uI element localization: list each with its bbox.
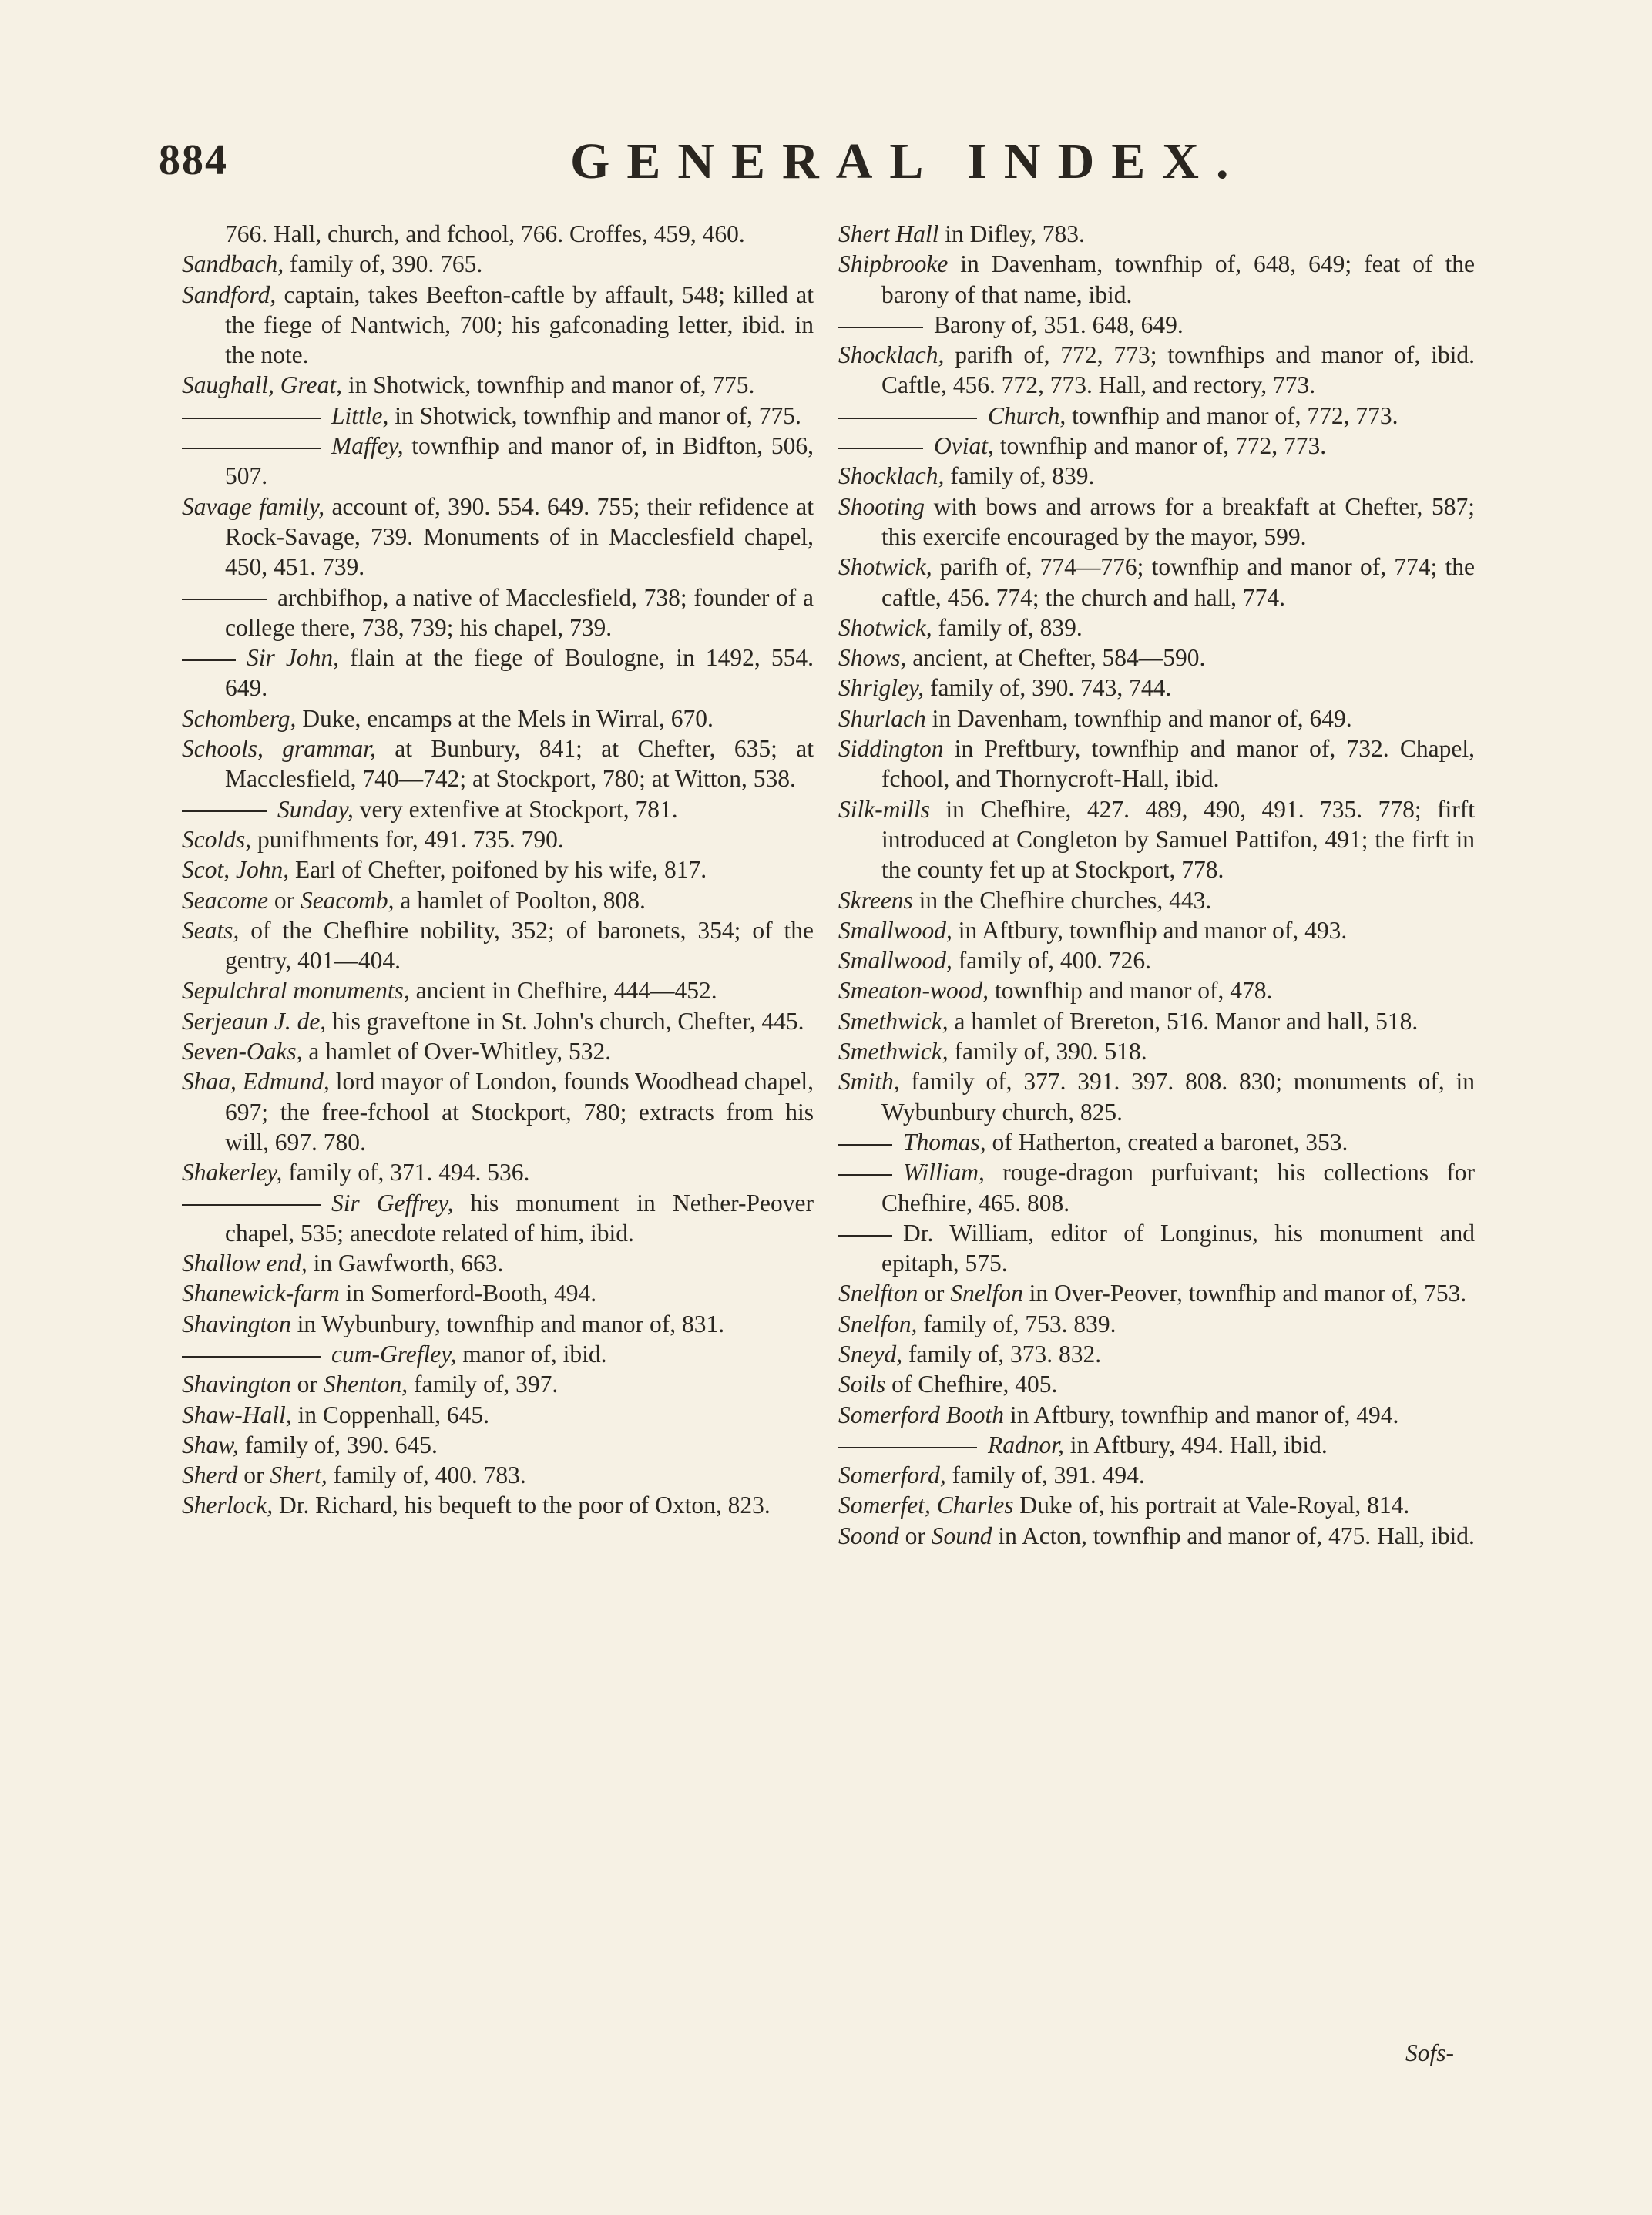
ditto-rule bbox=[838, 1447, 977, 1448]
entry-heading: Shotwick, bbox=[838, 553, 932, 581]
entry-text: in Aftbury, townfhip and manor of, 493. bbox=[952, 916, 1348, 944]
index-entry bbox=[182, 219, 814, 249]
catchword: Sofs- bbox=[1405, 2039, 1454, 2066]
index-entry bbox=[182, 249, 814, 279]
index-entry bbox=[838, 1400, 1475, 1430]
entry-text: rouge-dragon purfuivant; his collections for Chefhire, 465. 808. bbox=[881, 1159, 1475, 1217]
index-entry bbox=[182, 643, 814, 703]
index-entry bbox=[182, 1066, 814, 1157]
entry-heading: Smethwick, bbox=[838, 1007, 949, 1035]
index-entry bbox=[182, 854, 814, 884]
entry-heading: Shocklach, bbox=[838, 462, 945, 490]
entry-heading: cum-Grefley, bbox=[331, 1340, 457, 1368]
entry-text: in Davenham, townfhip and manor of, 649. bbox=[925, 704, 1352, 732]
entry-text: a hamlet of Poolton, 808. bbox=[394, 886, 646, 914]
entry-heading: Smeaton-wood, bbox=[838, 977, 989, 1005]
entry-text: punifhments for, 491. 735. 790. bbox=[251, 825, 564, 853]
entry-text: Earl of Chefter, poifoned by his wife, 817. bbox=[289, 856, 707, 884]
entry-heading: Shrigley, bbox=[838, 674, 925, 702]
index-column-right bbox=[838, 219, 1475, 1551]
ditto-rule bbox=[838, 1174, 892, 1176]
entry-heading: Seacome bbox=[182, 886, 268, 914]
entry-text: in Acton, townfhip and manor of, 475. Hall, ibid. bbox=[992, 1522, 1475, 1549]
entry-text: family of, 839. bbox=[932, 613, 1083, 641]
entry-text: family of, 390. 765. bbox=[284, 250, 483, 278]
index-entry bbox=[182, 1278, 814, 1308]
index-entry bbox=[182, 1369, 814, 1399]
entry-text: in Chefhire, 427. 489, 490, 491. 735. 778; firft introduced at Congleton by Samuel Pattifon, 491; the firft in the county fet up at Stockport, 778. bbox=[881, 795, 1475, 884]
entry-text: lord mayor of London, founds Woodhead chapel, 697; the free-fchool at Stockport, 780; extracts from his will, 697. 780. bbox=[225, 1068, 814, 1156]
ditto-rule bbox=[182, 448, 321, 449]
index-entry bbox=[838, 1339, 1475, 1369]
index-entry bbox=[838, 340, 1475, 401]
index-entry bbox=[838, 1157, 1475, 1218]
entry-text: family of, 400. 783. bbox=[327, 1462, 526, 1489]
entry-heading: Somerfet, Charles bbox=[838, 1492, 1014, 1519]
ditto-rule bbox=[182, 1356, 321, 1358]
index-entry bbox=[838, 915, 1475, 945]
entry-heading: Schools, grammar, bbox=[182, 735, 376, 763]
entry-heading: Shows, bbox=[838, 644, 907, 672]
entry-heading: Shotwick, bbox=[838, 613, 932, 641]
index-entry bbox=[838, 1066, 1475, 1127]
index-entry bbox=[182, 1248, 814, 1278]
entry-text: ancient in Chefhire, 444—452. bbox=[409, 977, 717, 1005]
index-entry bbox=[838, 461, 1475, 491]
index-entry bbox=[182, 1460, 814, 1490]
entry-heading: Soond bbox=[838, 1522, 899, 1549]
entry-text: in Shotwick, townfhip and manor of, 775. bbox=[341, 371, 755, 399]
entry-heading: Smethwick, bbox=[838, 1038, 949, 1066]
entry-heading: Schomberg, bbox=[182, 704, 297, 732]
entry-text: parifh of, 774—776; townfhip and manor of, 774; the caftle, 456. 774; the church and hall, 774. bbox=[881, 553, 1475, 611]
entry-heading: Scolds, bbox=[182, 825, 252, 853]
entry-heading: Snelfon, bbox=[838, 1310, 918, 1337]
entry-heading: Sound bbox=[931, 1522, 992, 1549]
index-entry bbox=[182, 1036, 814, 1066]
ditto-rule bbox=[182, 418, 321, 419]
entry-text: Duke, encamps at the Mels in Wirral, 670. bbox=[296, 704, 714, 732]
ditto-rule bbox=[182, 810, 267, 812]
index-entry bbox=[838, 612, 1475, 643]
entry-text: or bbox=[918, 1280, 951, 1307]
entry-heading: Sneyd, bbox=[838, 1340, 903, 1368]
entry-heading: Sherlock, bbox=[182, 1492, 274, 1519]
entry-text: in Difley, 783. bbox=[938, 220, 1085, 247]
entry-heading: Smallwood, bbox=[838, 916, 952, 944]
index-entry bbox=[838, 310, 1475, 340]
entry-text: family of, 373. 832. bbox=[902, 1340, 1102, 1368]
entry-text: Dr. William, editor of Longinus, his monument and epitaph, 575. bbox=[881, 1219, 1475, 1277]
index-entry bbox=[838, 492, 1475, 552]
entry-text: townfhip and manor of, 772, 773. bbox=[993, 432, 1327, 460]
entry-heading: Shipbrooke bbox=[838, 250, 949, 278]
index-entry bbox=[182, 824, 814, 854]
index-entry bbox=[838, 552, 1475, 612]
entry-text: family of, 390. 743, 744. bbox=[924, 674, 1172, 702]
entry-text: of Hatherton, created a baronet, 353. bbox=[985, 1128, 1348, 1156]
ditto-rule bbox=[838, 327, 923, 328]
entry-heading: Siddington bbox=[838, 735, 944, 763]
index-column-left bbox=[182, 219, 814, 1521]
index-entry bbox=[182, 492, 814, 582]
entry-text: family of, 390. 645. bbox=[238, 1431, 438, 1458]
index-entry bbox=[838, 1460, 1475, 1490]
entry-heading: Snelfon bbox=[950, 1280, 1023, 1307]
entry-heading: Seats, bbox=[182, 916, 240, 944]
entry-text: in Davenham, townfhip of, 648, 649; feat of the barony of that name, ibid. bbox=[881, 250, 1475, 308]
entry-heading: Shurlach bbox=[838, 704, 926, 732]
index-entry bbox=[838, 401, 1475, 431]
entry-heading: Sunday, bbox=[277, 795, 354, 823]
index-entry bbox=[182, 1339, 814, 1369]
index-entry bbox=[838, 1036, 1475, 1066]
entry-text: archbifhop, a native of Macclesfield, 738; founder of a college there, 738, 739; his chapel, 739. bbox=[225, 583, 814, 641]
entry-heading: Shert, bbox=[270, 1462, 327, 1489]
index-entry bbox=[182, 431, 814, 492]
index-entry bbox=[182, 1309, 814, 1339]
index-entry bbox=[838, 1430, 1475, 1460]
entry-text: in Aftbury, 494. Hall, ibid. bbox=[1063, 1431, 1328, 1458]
index-entry bbox=[182, 1430, 814, 1460]
entry-text: Barony of, 351. 648, 649. bbox=[934, 310, 1184, 338]
entry-heading: Thomas, bbox=[903, 1128, 986, 1156]
index-entry bbox=[838, 1218, 1475, 1279]
entry-heading: Little, bbox=[331, 401, 389, 429]
entry-heading: Seacomb, bbox=[300, 886, 395, 914]
entry-text: with bows and arrows for a breakfaft at Chefter, 587; this exercife encouraged by the mayor, 599. bbox=[881, 492, 1475, 550]
entry-heading: Shavington bbox=[182, 1371, 291, 1398]
entry-text: family of, 753. 839. bbox=[917, 1310, 1116, 1337]
entry-text: family of, 397. bbox=[408, 1371, 559, 1398]
index-entry bbox=[838, 733, 1475, 794]
entry-text: townfhip and manor of, 772, 773. bbox=[1066, 401, 1398, 429]
entry-heading: Maffey, bbox=[331, 432, 404, 460]
entry-text: in Wybunbury, townfhip and manor of, 831. bbox=[290, 1310, 725, 1337]
index-entry bbox=[838, 1127, 1475, 1157]
index-entry bbox=[182, 1188, 814, 1249]
entry-heading: Shaw, bbox=[182, 1431, 239, 1458]
entry-text: account of, 390. 554. 649. 755; their refidence at Rock-Savage, 739. Monuments of in Macclesfield chapel, 450, 451. 739. bbox=[225, 492, 814, 581]
index-entry bbox=[838, 1521, 1475, 1551]
index-entry bbox=[838, 673, 1475, 703]
entry-heading: Shert Hall bbox=[838, 220, 939, 247]
index-entry bbox=[182, 975, 814, 1005]
index-entry bbox=[838, 431, 1475, 461]
entry-heading: Skreens bbox=[838, 886, 913, 914]
index-entry bbox=[838, 1490, 1475, 1520]
entry-heading: Oviat, bbox=[934, 432, 994, 460]
index-entry bbox=[182, 401, 814, 431]
entry-heading: William, bbox=[903, 1159, 985, 1186]
entry-text: family of, 400. 726. bbox=[952, 947, 1151, 975]
entry-heading: Silk-mills bbox=[838, 795, 930, 823]
entry-text: or bbox=[898, 1522, 932, 1549]
index-entry bbox=[838, 219, 1475, 249]
entry-heading: Scot, John, bbox=[182, 856, 290, 884]
entry-text: 766. Hall, church, and fchool, 766. Croffes, 459, 460. bbox=[225, 220, 745, 247]
entry-text: in Gawfworth, 663. bbox=[307, 1250, 504, 1277]
entry-heading: Sherd bbox=[182, 1462, 238, 1489]
entry-text: family of, 839. bbox=[944, 462, 1095, 490]
entry-heading: Shocklach, bbox=[838, 341, 945, 369]
entry-heading: Sepulchral monuments, bbox=[182, 977, 410, 1005]
index-entry bbox=[182, 1400, 814, 1430]
entry-heading: Shaw-Hall, bbox=[182, 1401, 292, 1428]
entry-text: a hamlet of Over-Whitley, 532. bbox=[302, 1038, 612, 1066]
running-head: GENERAL INDEX. bbox=[570, 133, 1246, 190]
entry-heading: Shanewick-farm bbox=[182, 1280, 340, 1307]
entry-text: family of, 390. 518. bbox=[948, 1038, 1147, 1066]
entry-text: captain, takes Beefton-caftle by affault, 548; killed at the fiege of Nantwich, 700; his gafconading letter, ibid. in the note. bbox=[225, 280, 814, 369]
entry-heading: Snelfton bbox=[838, 1280, 918, 1307]
ditto-rule bbox=[182, 659, 236, 661]
entry-heading: Sir Geffrey, bbox=[331, 1189, 454, 1217]
entry-heading: Soils bbox=[838, 1371, 886, 1398]
entry-heading: Shallow end, bbox=[182, 1250, 307, 1277]
index-entry bbox=[182, 915, 814, 976]
entry-heading: Sir John, bbox=[247, 644, 339, 672]
index-entry bbox=[838, 249, 1475, 310]
entry-heading: Shakerley, bbox=[182, 1159, 283, 1186]
entry-text: or bbox=[237, 1462, 270, 1489]
entry-text: in Preftbury, townfhip and manor of, 732. Chapel, fchool, and Thornycroft-Hall, ibid. bbox=[881, 735, 1475, 793]
ditto-rule bbox=[182, 599, 267, 600]
entry-text: very extenfive at Stockport, 781. bbox=[353, 795, 678, 823]
entry-text: ancient, at Chefter, 584—590. bbox=[906, 644, 1206, 672]
entry-heading: Shenton, bbox=[323, 1371, 408, 1398]
entry-text: family of, 371. 494. 536. bbox=[282, 1159, 530, 1186]
entry-heading: Sandbach, bbox=[182, 250, 284, 278]
ditto-rule bbox=[838, 1235, 892, 1237]
entry-heading: Shavington bbox=[182, 1310, 291, 1337]
ditto-rule bbox=[182, 1204, 321, 1206]
index-entry bbox=[182, 733, 814, 794]
index-entry bbox=[838, 794, 1475, 885]
entry-text: family of, 377. 391. 397. 808. 830; monuments of, in Wybunbury church, 825. bbox=[881, 1068, 1475, 1126]
entry-text: in Shotwick, townfhip and manor of, 775. bbox=[388, 401, 801, 429]
entry-text: his graveftone in St. John's church, Chefter, 445. bbox=[326, 1007, 804, 1035]
index-entry bbox=[182, 794, 814, 824]
index-entry bbox=[838, 1006, 1475, 1036]
entry-text: a hamlet of Brereton, 516. Manor and hall, 518. bbox=[948, 1007, 1419, 1035]
entry-heading: Somerford Booth bbox=[838, 1401, 1004, 1428]
index-entry bbox=[838, 945, 1475, 975]
entry-text: in Coppenhall, 645. bbox=[291, 1401, 489, 1428]
entry-text: his monument in Nether-Peover chapel, 535; anecdote related of him, ibid. bbox=[225, 1189, 814, 1247]
entry-text: in Somerford-Booth, 494. bbox=[339, 1280, 597, 1307]
index-entry bbox=[182, 1490, 814, 1520]
index-entry bbox=[182, 280, 814, 371]
page-number: 884 bbox=[159, 136, 228, 184]
entry-text: Dr. Richard, his bequeft to the poor of Oxton, 823. bbox=[273, 1492, 771, 1519]
entry-text: in Over-Peover, townfhip and manor of, 753. bbox=[1022, 1280, 1467, 1307]
entry-heading: Shooting bbox=[838, 492, 925, 520]
entry-text: at Bunbury, 841; at Chefter, 635; at Macclesfield, 740—742; at Stockport, 780; at Witton, 538. bbox=[225, 735, 814, 793]
entry-heading: Church, bbox=[988, 401, 1066, 429]
entry-text: townfhip and manor of, 478. bbox=[989, 977, 1273, 1005]
index-entry bbox=[182, 1006, 814, 1036]
entry-heading: Smallwood, bbox=[838, 947, 952, 975]
entry-heading: Seven-Oaks, bbox=[182, 1038, 303, 1066]
entry-text: flain at the fiege of Boulogne, in 1492, 554. 649. bbox=[225, 644, 814, 702]
entry-text: Duke of, his portrait at Vale-Royal, 814. bbox=[1013, 1492, 1410, 1519]
entry-text: or bbox=[290, 1371, 324, 1398]
entry-heading: Sandford, bbox=[182, 280, 277, 308]
index-entry bbox=[838, 1369, 1475, 1399]
index-entry bbox=[182, 703, 814, 733]
entry-text: parifh of, 772, 773; townfhips and manor of, ibid. Caftle, 456. 772, 773. Hall, and rectory, 773. bbox=[881, 341, 1475, 399]
entry-text: in the Chefhire churches, 443. bbox=[912, 886, 1212, 914]
index-entry bbox=[182, 885, 814, 915]
index-entry bbox=[182, 582, 814, 643]
entry-text: townfhip and manor of, in Bidfton, 506, 507. bbox=[225, 432, 814, 490]
index-entry bbox=[838, 1309, 1475, 1339]
entry-heading: Somerford, bbox=[838, 1462, 946, 1489]
entry-heading: Savage family, bbox=[182, 492, 325, 520]
ditto-rule bbox=[838, 448, 923, 449]
entry-heading: Shaa, Edmund, bbox=[182, 1068, 330, 1096]
entry-heading: Radnor, bbox=[988, 1431, 1064, 1458]
entry-text: family of, 391. 494. bbox=[945, 1462, 1145, 1489]
entry-heading: Saughall, Great, bbox=[182, 371, 342, 399]
entry-text: manor of, ibid. bbox=[456, 1340, 607, 1368]
index-entry bbox=[838, 703, 1475, 733]
index-entry bbox=[838, 1278, 1475, 1308]
entry-text: of Chefhire, 405. bbox=[885, 1371, 1058, 1398]
ditto-rule bbox=[838, 418, 977, 419]
index-entry bbox=[182, 1157, 814, 1187]
entry-heading: Smith, bbox=[838, 1068, 900, 1096]
index-entry bbox=[182, 370, 814, 400]
index-entry bbox=[838, 885, 1475, 915]
ditto-rule bbox=[838, 1144, 892, 1146]
entry-heading: Serjeaun J. de, bbox=[182, 1007, 327, 1035]
index-entry bbox=[838, 975, 1475, 1005]
index-entry bbox=[838, 643, 1475, 673]
entry-text: of the Chefhire nobility, 352; of baronets, 354; of the gentry, 401—404. bbox=[225, 916, 814, 975]
entry-text: in Aftbury, townfhip and manor of, 494. bbox=[1003, 1401, 1399, 1428]
entry-text: or bbox=[267, 886, 301, 914]
